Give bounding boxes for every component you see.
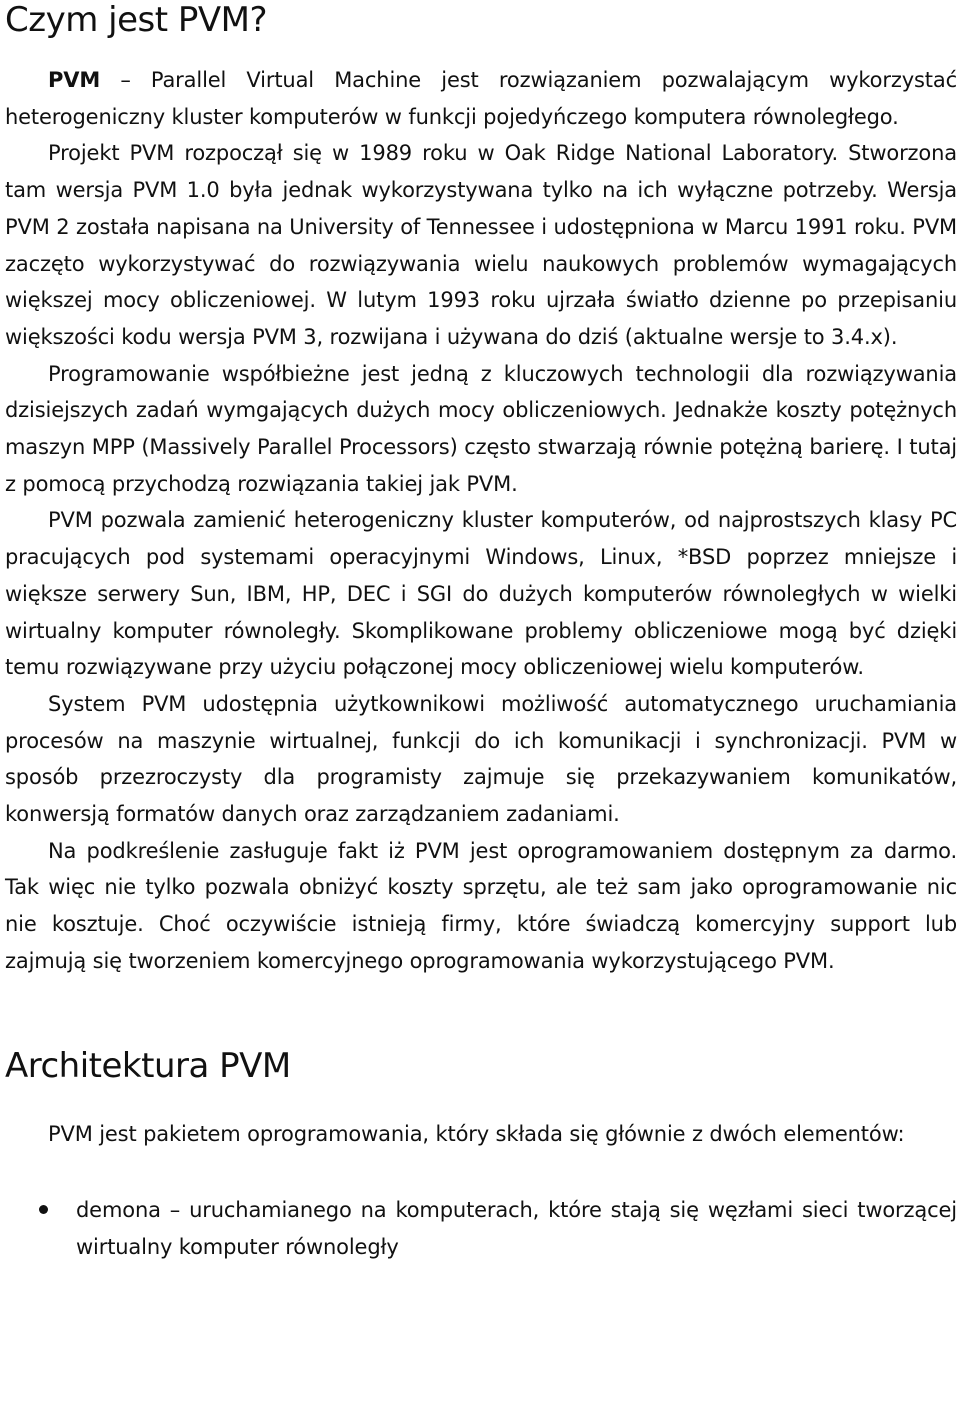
section-title: Czym jest PVM? [5,0,267,40]
paragraph: Programowanie współbieżne jest jedną z kluczowych technologii dla rozwiązywania dzisiejszych zadań wymgających dużych mocy obliczeniowych. Jednakże koszty potężnych maszyn MPP (Massively Parallel Processors) często stwarzają równie potężną barierę. I tutaj z pomocą przychodzą rozwiązania takiej jak PVM. [5,361,957,496]
paragraph: Projekt PVM rozpoczął się w 1989 roku w Oak Ridge National Laboratory. Stworzona tam wersja PVM 1.0 była jednak wykorzystywana tylko na ich wyłączne potrzeby. Wersja PVM 2 została napisana na University of Tennessee i udostępniona w Marcu 1991 roku. PVM zaczęto wykorzystywać do rozwiązywania wielu naukowych problemów wymagających większej mocy obliczeniowej. W lutym 1993 roku ujrzała światło dzienne po przepisaniu większości kodu wersja PVM 3, rozwijana i używana do dziś (aktualne wersje to 3.4.x). [5,141,958,349]
paragraph [5,62,957,135]
list-item-text: demona – uruchamianego na komputerach, które stają się węzłami sieci tworzącej wirtualny komputer równoległy [76,1198,957,1259]
bullet-icon [39,1205,48,1214]
paragraph: PVM jest pakietem oprogramowania, który składa się głównie z dwóch elementów: [48,1121,905,1146]
paragraph-text: – Parallel Virtual Machine jest rozwiązaniem pozwalającym wykorzystać heterogeniczny kluster komputerów w funkcji pojedyńczego komputera równoległego. [5,68,957,129]
bold-term: PVM [48,68,101,92]
list-item [5,1192,957,1265]
paragraph: Na podkreślenie zasługuje fakt iż PVM jest oprogramowaniem dostępnym za darmo. Tak więc nie tylko pozwala obniżyć koszty sprzętu, ale też sam jako oprogramowanie nic nie kosztuje. Choć oczywiście istnieją firmy, które świadczą komercyjny support lub zajmują się tworzeniem komercyjnego oprogramowania wykorzystującego PVM. [5,838,957,973]
paragraph: System PVM udostępnia użytkownikowi możliwość automatycznego uruchamiania procesów na maszynie wirtualnej, funkcji do ich komunikacji i synchronizacji. PVM w sposób przezroczysty dla programisty zajmuje się przekazywaniem komunikatów, konwersją formatów danych oraz zarządzaniem zadaniami. [5,691,957,827]
section-title: Architektura PVM [5,1045,291,1086]
document-page [5,0,957,1266]
paragraph: PVM pozwala zamienić heterogeniczny kluster komputerów, od najprostszych klasy PC pracujących pod systemami operacyjnymi Windows, Linux, *BSD poprzez mniejsze i większe serwery Sun, IBM, HP, DEC i SGI do dużych komputerów równoległych w wielki wirtualny komputer równoległy. Skomplikowane problemy obliczeniowe mogą być dzięki temu rozwiązywane przy użyciu połączonej mocy obliczeniowej wielu komputerów. [5,508,957,680]
bullet-list [5,1192,957,1265]
